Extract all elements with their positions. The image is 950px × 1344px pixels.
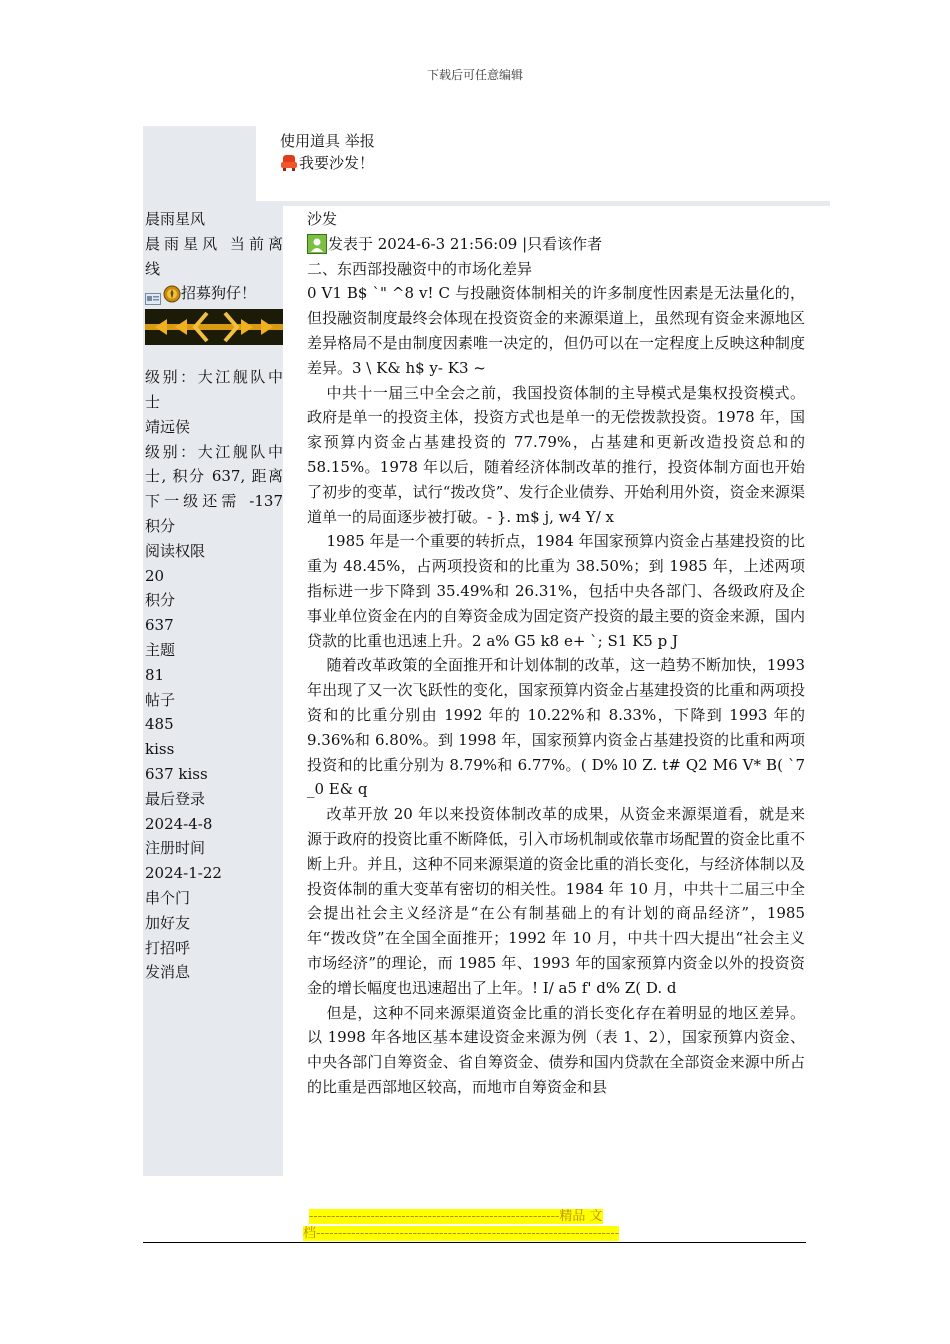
nav-banner[interactable] xyxy=(145,309,283,345)
card-icon xyxy=(145,288,161,300)
post-author-icon xyxy=(307,234,327,254)
sidebar-row: 81 xyxy=(145,665,165,684)
sidebar-row[interactable]: 串个门 xyxy=(145,888,191,907)
user-stats xyxy=(145,365,283,985)
post-paragraph: 随着改革政策的全面推开和计划体制的改革，这一趋势不断加快，1993 年出现了又一次飞跃性的变化，国家预算内资金占基建投资的比重和两项投资和的比重分别由 1992 年的 10.22%和 8.33%，下降到 1993 年的 9.36%和 6.80%。到 1998 年，国家预算内资金占基建投资的比重和两项投资和的比重分别为 8.79%和 6.77%。( D% l0 Z. t# Q2 M6 V* B( `7 _0 E& q xyxy=(307,656,805,799)
sofa-label: 我要沙发！ xyxy=(299,154,375,172)
post-paragraph: 0 V1 B$ `" ^8 v! C 与投融资体制相关的许多制度性因素是无法量化的，但投融资制度最终会体现在投资资金的来源渠道上，虽然现有资金来源地区差异格局不是由制度因素唯一决定的，但仍可以在一定程度上反映这种制度差异。3 \ K& h$ y- K3 ~ xyxy=(307,284,805,377)
post-paragraph: 1985 年是一个重要的转折点，1984 年国家预算内资金占基建投资的比重为 48.45%，占两项投资和的比重为 38.50%；到 1985 年，上述两项指标进一步下降到 35.49%和 26.31%，包括中央各部门、各级政府及企事业单位资金在内的自筹资金成为固定资产投资的最主要的资金来源，国内贷款的比重也迅速上升。2 a% G5 k8 e+ `; S1 K5 p J xyxy=(307,532,805,650)
sidebar-row: 485 xyxy=(145,715,174,734)
sidebar-row: 阅读权限 xyxy=(145,541,206,560)
sidebar-row: 最后登录 xyxy=(145,789,206,808)
post-body xyxy=(307,207,805,1100)
post-meta xyxy=(307,232,805,257)
post-timestamp: 发表于 2024-6-3 21:56:09 |只看该作者 xyxy=(328,234,603,253)
sidebar-row: 637 kiss xyxy=(145,764,208,783)
sidebar-row: 士, 积分 637, 距离 xyxy=(145,467,283,486)
user-info xyxy=(145,207,283,985)
sidebar-row: 积分 xyxy=(145,591,176,610)
post-paragraph: 改革开放 20 年以来投资体制改革的成果，从资金来源渠道看，就是来源于政府的投资比重不断降低，引入市场机制或依靠市场配置的资金比重不断上升。并且，这种不同来源渠道的资金比重的消长变化，与经济体制以及投资体制的重大变革有密切的相关性。1984 年 10 月，中共十二届三中全会提出社会主义经济是“在公有制基础上的有计划的商品经济”，1985 年“拨改贷”在全国全面推开；1992 年 10 月，中共十四大提出“社会主义市场经济”的理论，而 1985 年、1993 年的国家预算内资金以外的投资资金的增长幅度也迅速超出了上年。! I/ a5 f' d% Z( D. d xyxy=(307,805,805,997)
post-paragraph: 中共十一届三中全会之前，我国投资体制的主导模式是集权投资模式。政府是单一的投资主体，投资方式也是单一的无偿拨款投资。1978 年，国家预算内资金占基建投资的 77.79%，占基建和更新改造投资总和的 58.15%。1978 年以后，随着经济体制改革的推行，投资体制方面也开始了初步的变革，试行“拨改贷”、发行企业债券、开始利用外资，资金来源渠道单一的局面逐步被打破。- }. m$ j, w4 Y/ x xyxy=(307,383,805,526)
sidebar-row[interactable]: 打招呼 xyxy=(145,938,191,957)
post-floor: 沙发 xyxy=(307,210,338,228)
username[interactable]: 晨雨星风 xyxy=(145,210,206,228)
user-status-cont: 线 xyxy=(145,259,161,278)
header-note: 下载后可任意编辑 xyxy=(426,68,523,82)
sidebar-row: 637 xyxy=(145,616,174,635)
sidebar-row: 帖子 xyxy=(145,690,176,709)
footer-rule xyxy=(143,1242,806,1243)
section-title: 二、东西部投融资中的市场化差异 xyxy=(307,259,533,278)
post-tools[interactable]: 使用道具 举报 xyxy=(280,132,375,150)
footer-line-1: ---------------------------------------------------------精品 文 xyxy=(309,1209,603,1224)
user-status: 晨雨星风 当前离 xyxy=(145,234,283,253)
sidebar-row: 注册时间 xyxy=(145,839,206,858)
sidebar-row: 靖远侯 xyxy=(145,417,191,436)
sidebar-row: 下一级还需 -137 xyxy=(145,492,283,511)
sofa-icon xyxy=(280,154,298,172)
top-left-panel xyxy=(143,126,256,202)
footer-line-2: 档--------------------------------------------------------------------- xyxy=(303,1226,620,1241)
sidebar-row: 20 xyxy=(145,566,165,585)
footer-marker xyxy=(303,1208,648,1242)
sidebar-row: 2024-1-22 xyxy=(145,864,222,883)
post-paragraphs xyxy=(307,281,805,1099)
sidebar-row: kiss xyxy=(145,740,175,759)
sofa-link[interactable] xyxy=(280,152,374,173)
post-paragraph: 但是，这种不同来源渠道资金比重的消长变化存在着明显的地区差异。以 1998 年各地区基本建设资金来源为例（表 1、2），国家预算内资金、中央各部门自筹资金、省自筹资金、债券和国内贷款在全部资金来源中所占的比重是西部地区较高，而地市自筹资金和县 xyxy=(307,1003,805,1096)
sidebar-row: 级别：大江舰队中 xyxy=(145,442,283,461)
sidebar-row: 级别：大江舰队中 xyxy=(145,368,283,387)
sidebar-row[interactable]: 发消息 xyxy=(145,963,191,982)
medal-icon xyxy=(163,285,181,303)
recruit-label: 招募狗仔！ xyxy=(181,284,257,303)
sidebar-row: 主题 xyxy=(145,640,176,659)
sidebar-row[interactable]: 加好友 xyxy=(145,913,191,932)
sidebar-row: 积分 xyxy=(145,516,176,535)
recruit-row[interactable] xyxy=(145,281,283,306)
sidebar-row: 2024-4-8 xyxy=(145,814,213,833)
sidebar-row: 士 xyxy=(145,392,161,411)
